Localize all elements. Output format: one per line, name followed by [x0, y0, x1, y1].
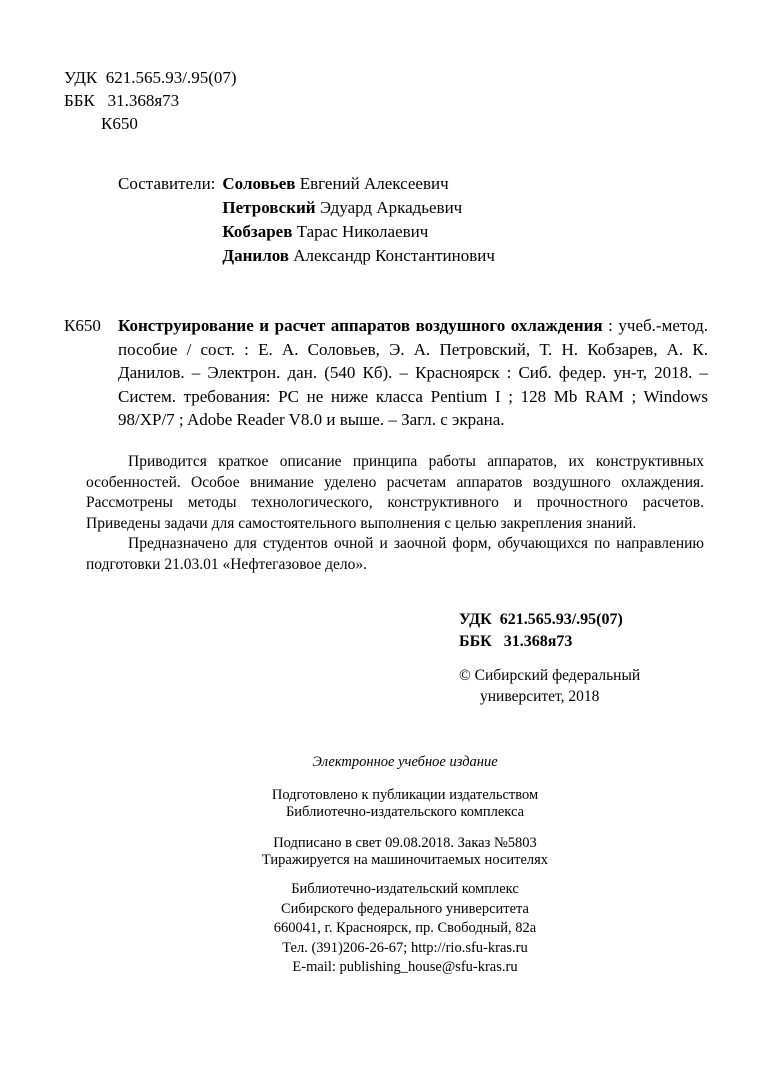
bbk-bottom: ББК 31.368я73 — [459, 633, 573, 650]
compiler-name: Тарас Николаевич — [296, 222, 429, 241]
compilers-label: Составители: — [118, 174, 216, 193]
top-codes-block — [64, 66, 237, 135]
prepared-line: Библиотечно-издательского комплекса — [285, 804, 525, 820]
bbk-top: ББК 31.368я73 — [64, 91, 180, 110]
udk-top: УДК 621.565.93/.95(07) — [64, 68, 237, 87]
catalog-entry-text — [64, 314, 708, 432]
annotation-paragraph: Приводится краткое описание принципа работы аппаратов, их конструктивных особенностей. Особое внимание уделено расчетам аппаратов воздушного охлаждения. Рассмотрены методы технологического, конструктивного и прочностного расчетов. Приведены задачи для самостоятельного выполнения с целью закрепления знаний. — [86, 453, 704, 532]
compiler-name: Александр Константинович — [293, 246, 495, 265]
compiler-surname: Петровский — [222, 198, 316, 217]
release-line: Тиражируется на машиночитаемых носителях — [261, 852, 549, 868]
compilers-list — [222, 172, 495, 268]
prepared-block — [45, 787, 764, 821]
release-block — [45, 835, 764, 869]
compiler-name: Эдуард Аркадьевич — [319, 198, 463, 217]
publisher-line: Тел. (391)206-26-67; http://rio.sfu-kras.ru — [282, 939, 528, 956]
prepared-line: Подготовлено к публикации издательством — [271, 787, 539, 803]
annotation-block — [86, 452, 704, 575]
edition-type: Электронное учебное издание — [312, 754, 498, 770]
publisher-block — [45, 880, 764, 978]
publisher-line: Библиотечно-издательский комплекс — [291, 881, 519, 897]
compiler-item — [222, 196, 495, 220]
compiler-surname: Кобзарев — [222, 222, 293, 241]
book-title: Конструирование и расчет аппаратов воздушного охлаждения — [118, 316, 603, 335]
compilers-block — [118, 172, 495, 268]
copyright-line: © Сибирский федеральный — [459, 667, 641, 684]
bottom-codes-block — [459, 609, 623, 653]
catalog-entry — [64, 314, 708, 432]
book-code-top: К650 — [101, 114, 138, 133]
compiler-item — [222, 244, 495, 268]
publisher-line: Сибирского федерального университета — [281, 900, 529, 917]
catalog-entry-description: : учеб.-метод. пособие / сост. : Е. А. Соловьев, Э. А. Петровский, Т. Н. Кобзарев, А. К. Данилов. – Электрон. дан. (540 Кб). – Красноярск : Сиб. федер. ун-т, 2018. – Систем. требования: PC не ниже класса Pentium I ; 128 Mb RAM ; Windows 98/XP/7 ; Adobe Reader V8.0 и выше. – Загл. с экрана. — [118, 316, 709, 429]
book-code-entry: К650 — [64, 316, 101, 335]
compiler-name: Евгений Алексеевич — [299, 174, 449, 193]
compiler-surname: Соловьев — [222, 174, 296, 193]
release-line: Подписано в свет 09.08.2018. Заказ №5803 — [273, 835, 537, 851]
udk-bottom: УДК 621.565.93/.95(07) — [459, 611, 623, 628]
compiler-item — [222, 220, 495, 244]
compiler-item — [222, 172, 495, 196]
copyright-block — [459, 665, 640, 707]
publisher-line: 660041, г. Красноярск, пр. Свободный, 82а — [273, 920, 537, 936]
annotation-paragraph: Предназначено для студентов очной и заочной форм, обучающихся по направлению подготовки 21.03.01 «Нефтегазовое дело». — [86, 535, 704, 573]
publisher-line: E-mail: publishing_house@sfu-kras.ru — [292, 959, 518, 975]
copyright-line: университет, 2018 — [480, 688, 600, 705]
compiler-surname: Данилов — [222, 246, 289, 265]
